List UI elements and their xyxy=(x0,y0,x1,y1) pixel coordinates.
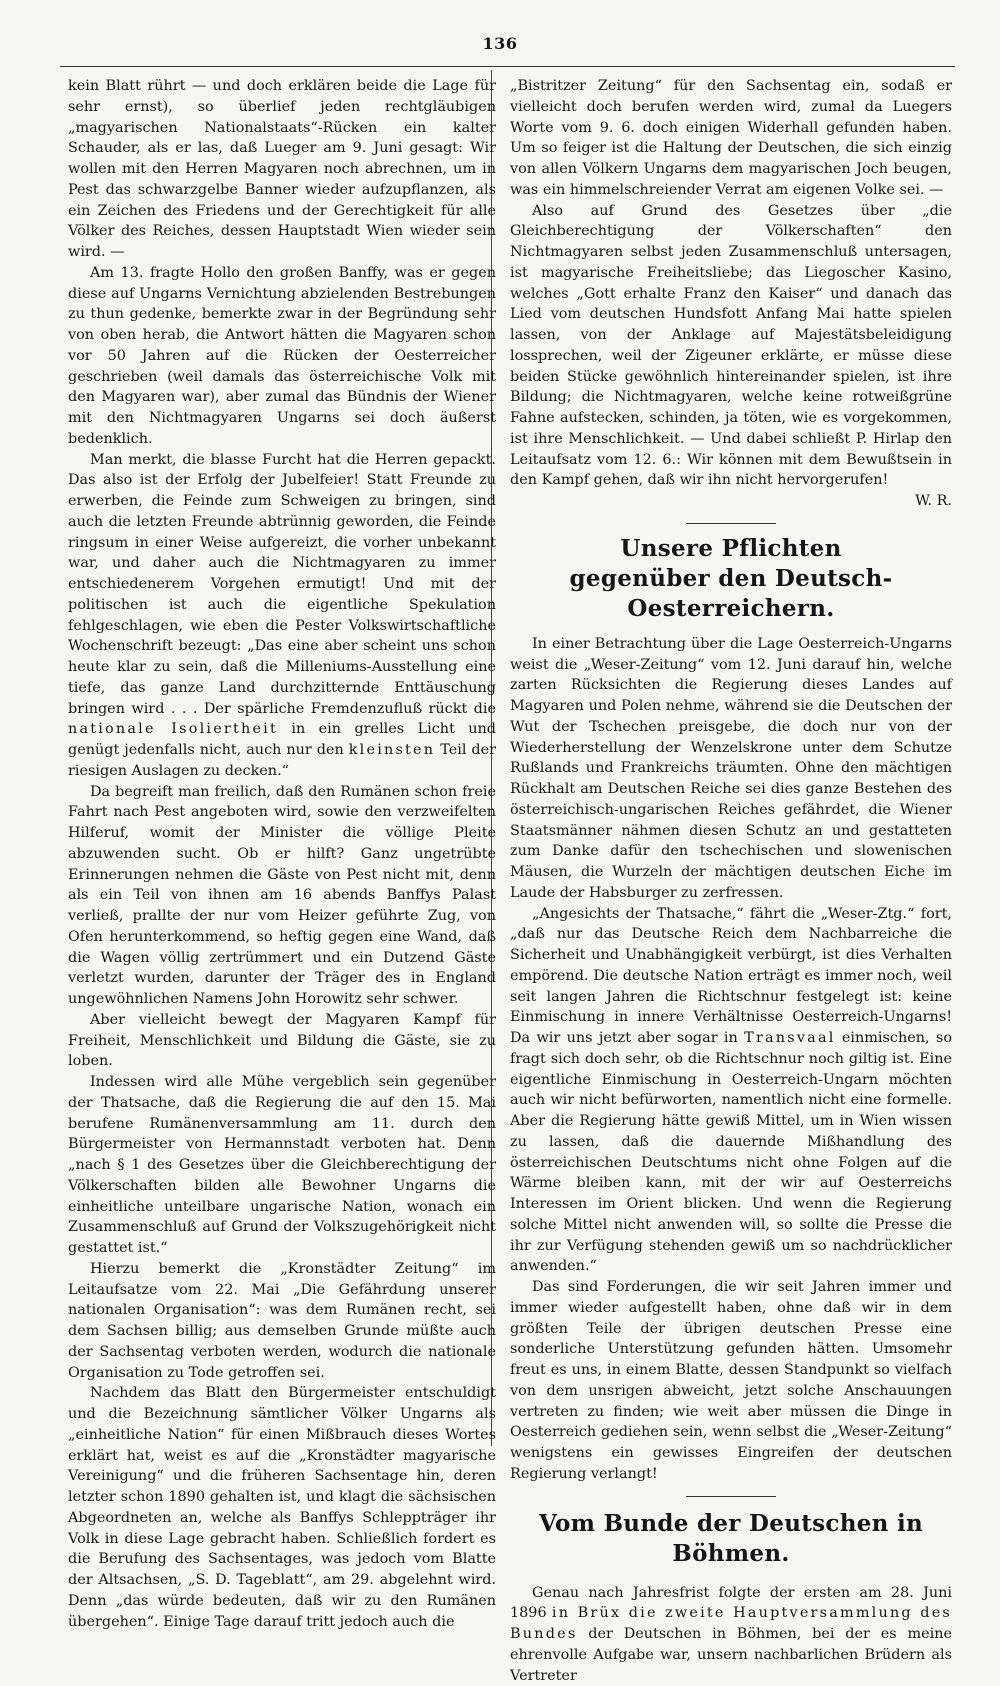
article-paragraph xyxy=(68,450,496,782)
paragraph-text: Also auf Grund des Gesetzes über „die Gleichberechtigung der Völkerschaften“ den Nichtmagyaren selbst jeden Zusammenschluß untersagen, ist magyarische Freiheitsliebe; das Liegoscher Kasino, welches „Gott erhalte Franz den Kaiser“ und danach das Lied vom deutschen Hundsfott Anfang Mai hatte spielen lassen, von der Anklage auf Majestätsbeleidigung lossprechen, weil der Zigeuner erklärte, er müsse diese beiden Stücke gewöhnlich hintereinander spielen, ist ihre Bildung; die Nichtmagyaren, welche keine rotweißgrüne Fahne aufstecken, schinden, ja töten, wie es vorgekommen, ist ihre Menschlichkeit. — Und dabei schließt P. Hirlap den Leitaufsatz vom 12. 6.: Wir können mit dem Bewußtsein in den Kampf gehen, daß wir ihn nicht hervorgerufen! xyxy=(510,203,952,489)
article-paragraph: In einer Betrachtung über die Lage Oesterreich-Ungarns weist die „Weser-Zeitung“ vom 12. Juni darauf hin, welche zarten Rücksichten die Regierung dieses Landes auf Magyaren und Polen nehme, während sie die Deutschen der Wut der Tschechen preisgebe, die doch nur von der Wiederherstellung der Wenzelskrone unter dem Schutze Rußlands und Frankreichs träumten. Ohne den mächtigen Rückhalt am Deutschen Reiche sei dies ganze Bestehen des österreichisch-ungarischen Reiches gefährdet, die Wiener Staatsmänner nähmen diesen Schutz an und gestatteten zum Danke dafür den tschechischen und slowenischen Mäusen, die Wurzeln der mächtigen deutschen Eiche im Laude der Habsburger zu zerfressen. xyxy=(510,634,952,904)
paragraph-text: einmischen, so fragt sich doch sehr, ob die Richtschnur noch giltig ist. Eine eigentliche Einmischung in Oesterreich-Ungarn möchten auch wir nicht befürworten, namentlich nicht eine formelle. Aber die Regierung hätte gewiß Mittel, um in Wien wissen zu lassen, daß die dauernde Mißhandlung des österreichischen Deutschtums nicht ohne Folgen auf die Wärme bleiben kann, mit der wir auf Oesterreichs Interessen im Orient blicken. Und wenn die Regierung solche Mittel nicht anwenden will, so sollte die Presse die ihr zur Verfügung stehenden gewiß um so nachdrücklicher anwenden.“ xyxy=(510,1030,952,1274)
paragraph-text: Man merkt, die blasse Furcht hat die Herren gepackt. Das also ist der Erfolg der Jubelfeier! Statt Freunde zu erwerben, die Feinde zum Schweigen zu bringen, sind auch die letzten Freunde abtrünnig geworden, die Feinde ringsum in einer Weise aufgereizt, die vorher unbekannt war, und daher auch die Nichtmagyaren zu immer entschiedenerem Vorgehen ermutigt! Und mit der politischen ist auch die eigentliche Spekulation fehlgeschlagen, wie eben die Pester Volkswirtschaftliche Wochenschrift bezeugt: „Das eine aber scheint uns schon heute klar zu sein, daß die Milleniums-Ausstellung eine tiefe, das ganze Land durchzitternde Enttäuschung bringen wird . . . Der spärliche Fremdenzufluß rückt die xyxy=(68,452,496,717)
article-paragraph: Aber vielleicht bewegt der Magyaren Kampf für Freiheit, Menschlichkeit und Bildung die Gäste, sie zu loben. xyxy=(68,1010,496,1072)
article-paragraph: kein Blatt rührt — und doch erklären beide die Lage für sehr ernst), so überlief jeden rechtgläubigen „magyarischen Nationalstaats“-Rücken ein kalter Schauder, als er las, daß Lueger am 9. Juni gesagt: Wir wollen mit den Herren Magyaren noch abrechnen, um in Pest das schwarzgelbe Banner wieder aufzupflanzen, als ein Zeichen des Friedens und der Gerechtigkeit für alle Völker des Reiches, dessen Hauptstadt Wien wieder sein wird. — xyxy=(68,76,496,263)
article-paragraph: Das sind Forderungen, die wir seit Jahren immer und immer wieder aufgestellt haben, ohne daß wir in dem größten Teile der übrigen deutschen Presse eine sonderliche Unterstützung gefunden hätten. Umsomehr freut es uns, in einem Blatte, dessen Standpunkt so vielfach von dem unsrigen abweicht, jetzt solche Anschauungen vertreten zu finden; wie weit aber müssen die Dinge in Oesterreich gediehen sein, wenn selbst die „Weser-Zeitung“ wenigstens ein gewisses Eingreifen der deutschen Regierung verlangt! xyxy=(510,1277,952,1485)
paragraph-text: in ein grelles Licht und genügt jedenfalls nicht, auch nur den xyxy=(68,721,496,758)
right-column xyxy=(510,76,952,1686)
headline-line: gegenüber den Deutsch-Oesterreichern. xyxy=(510,564,952,624)
article-headline xyxy=(510,534,952,624)
spaced-emphasis: in Brüx die zweite Hauptversammlung des Bundes xyxy=(510,1605,952,1642)
spaced-emphasis: Transvaal xyxy=(744,1030,835,1046)
article-paragraph: Am 13. fragte Hollo den großen Banffy, was er gegen diese auf Ungarns Vernichtung abzielenden Bestrebungen zu thun gedenke, bemerkte zwar in der Begründung sehr von oben herab, die Antwort hätten die Magyaren schon vor 50 Jahren auf die Rücken der Oesterreicher geschrieben (weil damals das österreichische Volk mit den Magyaren war), aber zumal das Bündnis der Wiener mit den Nichtmagyaren Ungarns sei doch äußerst bedenklich. xyxy=(68,263,496,450)
article-paragraph: Nachdem das Blatt den Bürgermeister entschuldigt und die Bezeichnung sämtlicher Völker Ungarns als „einheitliche Nation“ für einen Mißbrauch dieses Wortes erklärt hat, weist es auf die „Kronstädter magyarische Vereinigung“ und die früheren Sachsentage hin, deren letzter schon 1890 gehalten ist, und klagt die sächsischen Abgeordneten an, welche als Banffys Schleppträger ihr Volk in diese Lage gebracht haben. Schließlich fordert es die Berufung des Sachsentages, was jedoch vom Blatte der Altsachsen, „S. D. Tageblatt“, am 29. abgelehnt wird. Denn „das würde bedeuten, daß wir zu den Rumänen übergehen“. Einige Tage darauf tritt jedoch auch die xyxy=(68,1383,496,1632)
header-rule xyxy=(60,66,955,67)
page-number: 136 xyxy=(470,34,530,55)
left-column xyxy=(68,76,496,1632)
article-paragraph: Da begreift man freilich, daß den Rumänen schon freie Fahrt nach Pest angeboten wird, sowie den verzweifelten Hilferuf, womit der Minister die völlige Pleite abzuwenden sucht. Ob er hilft? Ganz ungetrübte Erinnerungen nehmen die Gäste von Pest nicht mit, denn als ein Teil von ihnen am 16 abends Banffys Palast verließ, prallte der nur vom Heizer geführte Zug, von Ofen herunterkommend, so heftig gegen eine Wand, daß die Wagen völlig zertrümmert und ein Dutzend Gäste verletzt wurden, darunter der Träger des in England ungewöhnlichen Namens John Horowitz sehr schwer. xyxy=(68,782,496,1010)
article-paragraph: Indessen wird alle Mühe vergeblich sein gegenüber der Thatsache, daß die Regierung die auf den 15. Mai berufene Rumänenversammlung am 11. durch den Bürgermeister von Hermannstadt verboten hat. Denn „nach § 1 des Gesetzes über die Gleichberechtigung der Völkerschaften bilden alle Bewohner Ungarns die einheitliche unteilbare ungarische Nation, wonach ein Zusammenschluß auf Grund der Volkszugehörigkeit nicht gestattet ist.“ xyxy=(68,1072,496,1259)
spaced-emphasis: nationale Isoliertheit xyxy=(68,721,278,737)
author-signature: W. R. xyxy=(510,491,952,512)
section-divider xyxy=(686,1496,776,1497)
article-paragraph: „Bistritzer Zeitung“ für den Sachsentag ein, sodaß er vielleicht doch berufen werden wird, zumal da Luegers Worte vom 9. 6. doch einigen Widerhall gefunden haben. Um so feiger ist die Haltung der Deutschen, die sich einzig von allen Völkern Ungarns dem magyarischen Joch beugen, was ein himmelschreiender Verrat am eigenen Volke sei. — xyxy=(510,76,952,201)
paragraph-text: Teil der riesigen Auslagen zu decken.“ xyxy=(68,742,496,779)
section-divider xyxy=(686,523,776,524)
headline-line: Unsere Pflichten xyxy=(510,534,952,564)
article-paragraph xyxy=(510,1583,952,1686)
article-headline: Vom Bunde der Deutschen in Böhmen. xyxy=(510,1509,952,1569)
paragraph-text: Genau nach Jahresfrist folgte der ersten am 28. Juni 1896 xyxy=(510,1585,952,1622)
article-paragraph xyxy=(510,904,952,1278)
article-paragraph: Hierzu bemerkt die „Kronstädter Zeitung“ im Leitaufsatze vom 22. Mai „Die Gefährdung unserer nationalen Organisation“: was dem Rumänen recht, sei dem Sachsen billig; aus demselben Grunde müßte auch der Sachsentag verboten werden, wodurch die nationale Organisation zu Tode getroffen sei. xyxy=(68,1259,496,1384)
paragraph-text: der Deutschen in Böhmen, bei der es meine ehrenvolle Aufgabe war, unsern nachbarlichen Brüdern als Vertreter xyxy=(510,1626,952,1684)
paragraph-text: „Angesichts der Thatsache,“ fährt die „Weser-Ztg.“ fort, „daß nur das Deutsche Reich dem Nachbarreiche die Sicherheit und Unabhängigkeit verbürgt, ist dies Verhalten empörend. Die deutsche Nation erträgt es immer noch, weil seit langen Jahren die Richtschnur festgelegt ist: keine Einmischung in innere Verhältnisse Oesterreich-Ungarns! Da wir uns jetzt aber sogar in xyxy=(510,906,952,1047)
article-paragraph xyxy=(510,201,952,512)
spaced-emphasis: kleinsten xyxy=(349,742,435,758)
